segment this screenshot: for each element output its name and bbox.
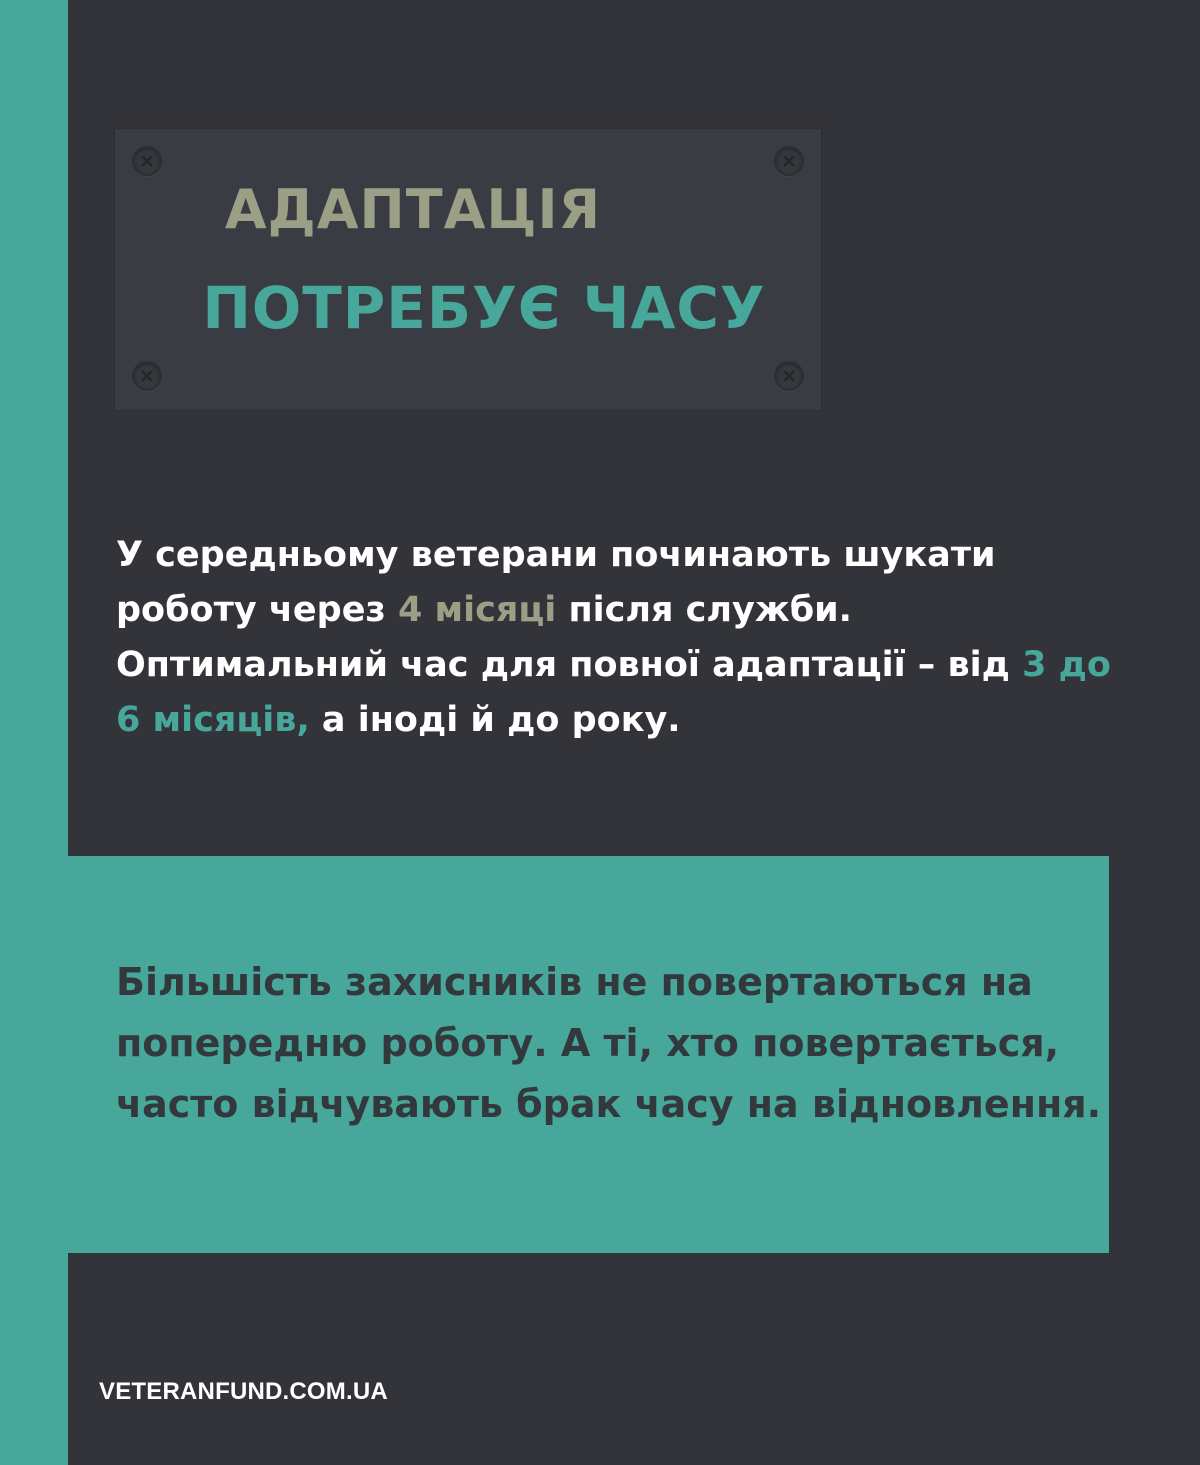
title-plate bbox=[115, 129, 821, 410]
highlight-3-to-6-months: 3 до 6 місяців, bbox=[116, 645, 1111, 740]
screw-icon bbox=[132, 146, 162, 176]
screw-icon bbox=[132, 361, 162, 391]
footer-website-url: VETERANFUND.COM.UA bbox=[99, 1378, 388, 1405]
highlight-4-months: 4 місяці bbox=[397, 590, 557, 630]
intro-paragraph bbox=[116, 528, 1126, 748]
screw-icon bbox=[774, 146, 804, 176]
note-text: Більшість захисників не повертаються на попередню роботу. А ті, хто повертається, часто відчувають брак часу на відновлення. bbox=[116, 960, 1102, 1126]
intro-text: У середньому ветерани починають шукати роботу через bbox=[116, 535, 996, 630]
screw-icon bbox=[774, 361, 804, 391]
title-line-1: АДАПТАЦІЯ bbox=[224, 178, 602, 241]
intro-text: а іноді й до року. bbox=[309, 700, 681, 740]
title-line-2: ПОТРЕБУЄ ЧАСУ bbox=[202, 274, 766, 342]
left-accent-stripe bbox=[0, 0, 68, 1465]
note-band bbox=[68, 856, 1109, 1253]
intro-text: після служби. Оптимальний час для повної адаптації – від bbox=[116, 590, 1023, 685]
